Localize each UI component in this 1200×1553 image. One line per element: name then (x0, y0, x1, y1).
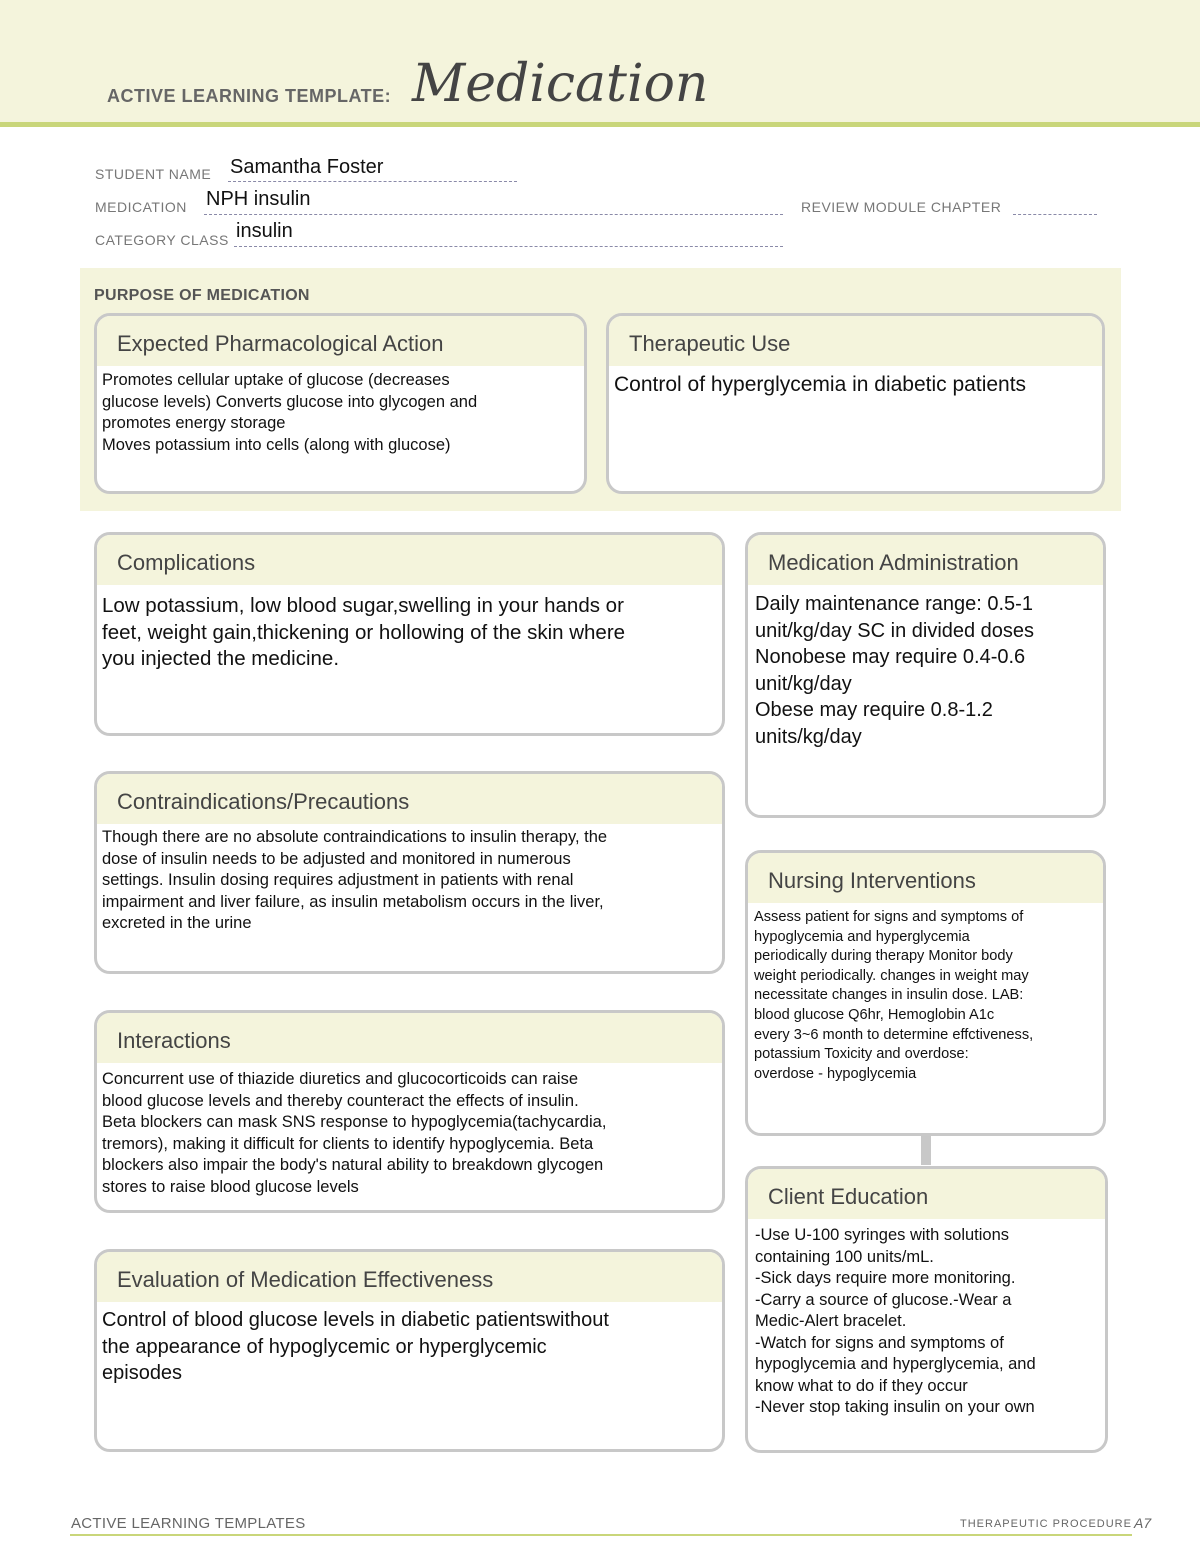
student-name-line (228, 181, 517, 182)
therapeutic-use-title: Therapeutic Use (609, 316, 1102, 366)
student-name-label: STUDENT NAME (95, 166, 212, 182)
interactions-text[interactable]: Concurrent use of thiazide diuretics and glucocorticoids can raise blood glucose levels and thereby counteract the effects of insulin. Beta blockers can mask SNS response to hypoglycemia(tachycardia, tremors), making it difficult for clients to identify hypoglycemia. Beta blockers also impair the body's natural ability to breakdown glycogen stores to raise blood glucose levels (102, 1070, 607, 1196)
category-class-label: CATEGORY CLASS (95, 232, 229, 248)
medication-line (204, 214, 783, 215)
contraindications-text[interactable]: Though there are no absolute contraindications to insulin therapy, the dose of insulin needs to be adjusted and monitored in numerous settings. Insulin dosing requires adjustment in patients with renal impairment and liver failure, as insulin metabolism occurs in the liver, excreted in the urine (102, 828, 608, 932)
evaluation-box (94, 1249, 725, 1452)
medication-field[interactable]: NPH insulin (206, 188, 311, 210)
student-name-field[interactable]: Samantha Foster (230, 156, 384, 178)
client-education-text[interactable]: -Use U-100 syringes with solutions containing 100 units/mL. -Sick days require more monitoring. -Carry a source of glucose.-Wear a Medic-Alert bracelet. -Watch for signs and symptoms of hypoglycemia and hyperglycemia, and know what to do if they occur -Never stop taking insulin on your own (755, 1226, 1036, 1416)
page-number: A7 (1134, 1515, 1152, 1531)
category-class-field[interactable]: insulin (236, 220, 293, 242)
expected-action-box (94, 313, 587, 494)
header-divider (0, 122, 1200, 127)
footer-right-label: THERAPEUTIC PROCEDURE (960, 1518, 1132, 1530)
administration-box (745, 532, 1106, 818)
client-education-box (745, 1166, 1108, 1453)
interactions-box (94, 1010, 725, 1213)
nursing-interventions-box (745, 850, 1106, 1136)
client-education-title: Client Education (748, 1169, 1105, 1219)
therapeutic-use-box (606, 313, 1105, 494)
expected-action-title: Expected Pharmacological Action (97, 316, 584, 366)
footer-divider (70, 1534, 1132, 1536)
therapeutic-use-text[interactable]: Control of hyperglycemia in diabetic patients (614, 373, 1027, 396)
administration-text[interactable]: Daily maintenance range: 0.5-1 unit/kg/day SC in divided doses Nonobese may require 0.4-0.6 unit/kg/day Obese may require 0.8-1.2 units/kg/day (755, 593, 1035, 748)
contraindications-title: Contraindications/Precautions (97, 774, 722, 824)
nursing-interventions-text[interactable]: Assess patient for signs and symptoms of hypoglycemia and hyperglycemia periodically during therapy Monitor body weight periodically. changes in weight may necessitate changes in insulin dose. LAB: blood glucose Q6hr, Hemoglobin A1c every 3~6 month to determine effctiveness, potassium Toxicity and overdose: overdose - hypoglycemia (754, 909, 1034, 1082)
purpose-title: PURPOSE OF MEDICATION (94, 287, 310, 304)
complications-title: Complications (97, 535, 722, 585)
review-chapter-line (1013, 214, 1097, 215)
connector-bar (921, 1135, 931, 1165)
nursing-interventions-title: Nursing Interventions (748, 853, 1103, 903)
evaluation-title: Evaluation of Medication Effectiveness (97, 1252, 722, 1302)
expected-action-text[interactable]: Promotes cellular uptake of glucose (decreases glucose levels) Converts glucose into glycogen and promotes energy storage Moves potassium into cells (along with glucose) (102, 371, 478, 454)
complications-text[interactable]: Low potassium, low blood sugar,swelling in your hands or feet, weight gain,thickening or hollowing of the skin where you injected the medicine. (102, 594, 626, 670)
interactions-title: Interactions (97, 1013, 722, 1063)
page-title: Medication (412, 54, 709, 114)
footer-left-label: ACTIVE LEARNING TEMPLATES (71, 1515, 306, 1532)
contraindications-box (94, 771, 725, 974)
template-label: ACTIVE LEARNING TEMPLATE: (107, 86, 392, 106)
administration-title: Medication Administration (748, 535, 1103, 585)
complications-box (94, 532, 725, 736)
category-class-line (234, 246, 783, 247)
review-chapter-label: REVIEW MODULE CHAPTER (801, 199, 1002, 215)
evaluation-text[interactable]: Control of blood glucose levels in diabetic patientswithout the appearance of hypoglycemic or hyperglycemic episodes (102, 1309, 609, 1384)
medication-label: MEDICATION (95, 199, 187, 215)
